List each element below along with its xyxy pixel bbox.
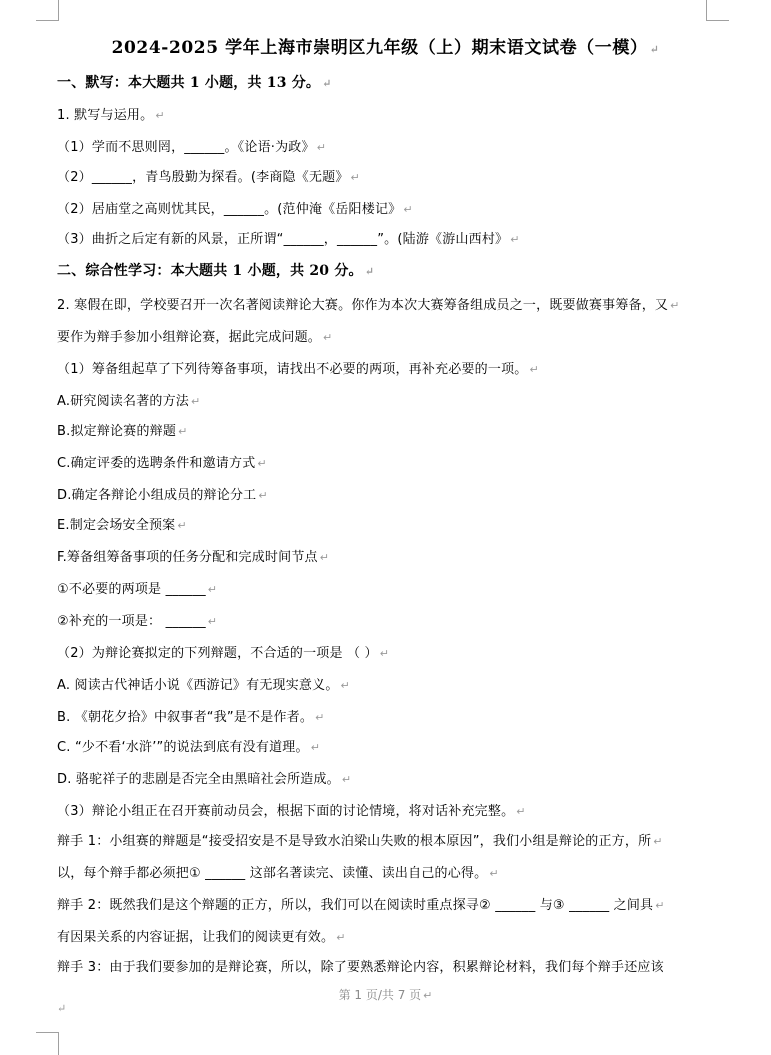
line-text: （3）曲折之后定有新的风景，正所谓“______，______”。(陆游《游山西村》 (57, 232, 509, 247)
text-line (57, 894, 665, 913)
page-corner-mark-bottom-left (36, 1032, 59, 1055)
text-line (57, 674, 350, 693)
text-line (57, 768, 351, 787)
line-text: （3）辩论小组正在召开赛前动员会，根据下面的讨论情境，将对话补充完整。 (57, 804, 515, 819)
line-text: （1）学而不思则罔，______。《论语·为政》 (57, 140, 315, 155)
paragraph-mark-icon: ↵ (316, 141, 327, 154)
text-line (57, 642, 389, 661)
line-text: C.确定评委的选聘条件和邀请方式 (57, 456, 256, 471)
text-line (57, 514, 187, 533)
line-text: 一、默写：本大题共 1 小题，共 13 分。 (57, 75, 321, 91)
paragraph-mark-icon: ↵ (322, 77, 332, 90)
text-line (57, 358, 539, 377)
text-line (57, 198, 413, 217)
text-line (57, 926, 346, 945)
text-line (57, 830, 663, 849)
line-text: A.研究阅读名著的方法 (57, 394, 189, 409)
page-number-text: 第 1 页/共 7 页 (338, 988, 422, 1002)
line-text: C. “少不看‘水浒’”的说法到底有没有道理。 (57, 740, 309, 755)
page-footer (0, 986, 771, 1003)
text-line (57, 326, 332, 345)
paragraph-mark-icon: ↵ (319, 551, 330, 564)
page-corner-mark-top-left (36, 0, 59, 21)
paragraph-mark-icon: ↵ (258, 489, 268, 502)
line-text: （2）______，青鸟殷勤为探看。(李商隐《无题》 (57, 170, 349, 185)
line-text: D. 骆驼祥子的悲剧是否完全由黑暗社会所造成。 (57, 772, 340, 787)
line-text: B. 《朝花夕拾》中叙事者“我”是不是作者。 (57, 710, 314, 725)
line-text: B.拟定辩论赛的辩题 (57, 424, 177, 439)
text-line (57, 420, 187, 439)
line-text: 辩手 1：小组赛的辩题是“接受招安是不是导致水泊梁山失败的根本原因”，我们小组是辩论的正方，所 (57, 834, 652, 849)
text-line (57, 390, 200, 409)
paragraph-mark-icon: ↵ (340, 679, 350, 692)
paragraph-mark-icon: ↵ (323, 331, 333, 344)
paragraph-mark-icon: ↵ (336, 931, 346, 944)
paragraph-mark-icon: ↵ (529, 363, 539, 376)
line-text: 辩手 3：由于我们要参加的是辩论赛，所以，除了要熟悉辩论内容，积累辩论材料，我们每个辩手还应该 (57, 960, 664, 975)
text-line (57, 610, 217, 629)
paragraph-mark-icon: ↵ (510, 233, 520, 246)
paragraph-mark-icon: ↵ (257, 457, 267, 470)
paragraph-mark-icon: ↵ (341, 773, 352, 786)
line-text: F.筹备组筹备事项的任务分配和完成时间节点 (57, 550, 318, 565)
text-line (57, 956, 664, 975)
paragraph-mark-icon: ↵ (310, 741, 321, 754)
text-line (57, 484, 268, 503)
document-title (0, 33, 771, 58)
paragraph-mark-icon: ↵ (516, 805, 526, 818)
paragraph-mark-icon: ↵ (364, 265, 375, 278)
text-line (57, 228, 520, 247)
paragraph-mark-icon: ↵ (191, 395, 201, 408)
paragraph-mark-icon: ↵ (489, 867, 499, 880)
line-text: 1. 默写与运用。 (57, 108, 154, 123)
line-text: ②补充的一项是： ______ (57, 614, 206, 629)
paragraph-mark-icon: ↵ (177, 519, 187, 532)
paragraph-mark-icon: ↵ (403, 203, 413, 216)
paragraph-mark-icon: ↵ (57, 1002, 67, 1015)
line-text: 有因果关系的内容证据，让我们的阅读更有效。 (57, 930, 335, 945)
paragraph-mark-icon: ↵ (315, 711, 325, 724)
line-text: 以，每个辩手都必须把① ______ 这部名著读完、读懂、读出自己的心得。 (57, 866, 488, 881)
page-corner-mark-top-right (706, 0, 729, 21)
line-text: A. 阅读古代神话小说《西游记》有无现实意义。 (57, 678, 339, 693)
section-heading (57, 260, 374, 280)
line-text: E.制定会场安全预案 (57, 518, 176, 533)
line-text: （2）居庙堂之高则忧其民，______。(范仲淹《岳阳楼记》 (57, 202, 402, 217)
text-line (57, 104, 165, 123)
line-text: 2. 寒假在即，学校要召开一次名著阅读辩论大赛。你作为本次大赛筹备组成员之一，既要做赛事筹备，又 (57, 298, 669, 313)
paragraph-mark-icon: ↵ (207, 583, 218, 596)
section-heading (57, 72, 332, 92)
line-text: 要作为辩手参加小组辩论赛，据此完成问题。 (57, 330, 322, 345)
paragraph-mark-icon: ↵ (655, 899, 665, 912)
line-text: 辩手 2：既然我们是这个辩题的正方，所以，我们可以在阅读时重点探寻② ______ 与③ ______ 之间具 (57, 898, 654, 913)
line-text: （2）为辩论赛拟定的下列辩题，不合适的一项是 （ ） (57, 646, 378, 661)
text-line (57, 546, 329, 565)
text-line (57, 862, 499, 881)
text-line (57, 800, 526, 819)
line-text: 二、综合性学习：本大题共 1 小题，共 20 分。 (57, 263, 363, 279)
paragraph-mark-icon: ↵ (350, 171, 360, 184)
document-title-text: 2024-2025 学年上海市崇明区九年级（上）期末语文试卷（一模） (111, 38, 648, 58)
paragraph-mark-icon: ↵ (207, 615, 218, 628)
text-line (57, 578, 217, 597)
paragraph-mark-icon: ↵ (379, 647, 390, 660)
text-line (57, 294, 680, 313)
paragraph-mark-icon: ↵ (649, 43, 660, 56)
text-line (57, 736, 320, 755)
line-text: ①不必要的两项是 ______ (57, 582, 206, 597)
paragraph-mark-icon: ↵ (423, 989, 433, 1002)
paragraph-mark-icon: ↵ (670, 299, 680, 312)
line-text: （1）筹备组起草了下列待筹备事项，请找出不必要的两项，再补充必要的一项。 (57, 362, 528, 377)
text-line (57, 452, 267, 471)
paragraph-mark-icon: ↵ (653, 835, 663, 848)
text-line (57, 166, 360, 185)
line-text: D.确定各辩论小组成员的辩论分工 (57, 488, 257, 503)
paragraph-mark-icon: ↵ (155, 109, 165, 122)
text-line (57, 706, 324, 725)
paragraph-mark-icon: ↵ (178, 425, 188, 438)
text-line (57, 136, 326, 155)
